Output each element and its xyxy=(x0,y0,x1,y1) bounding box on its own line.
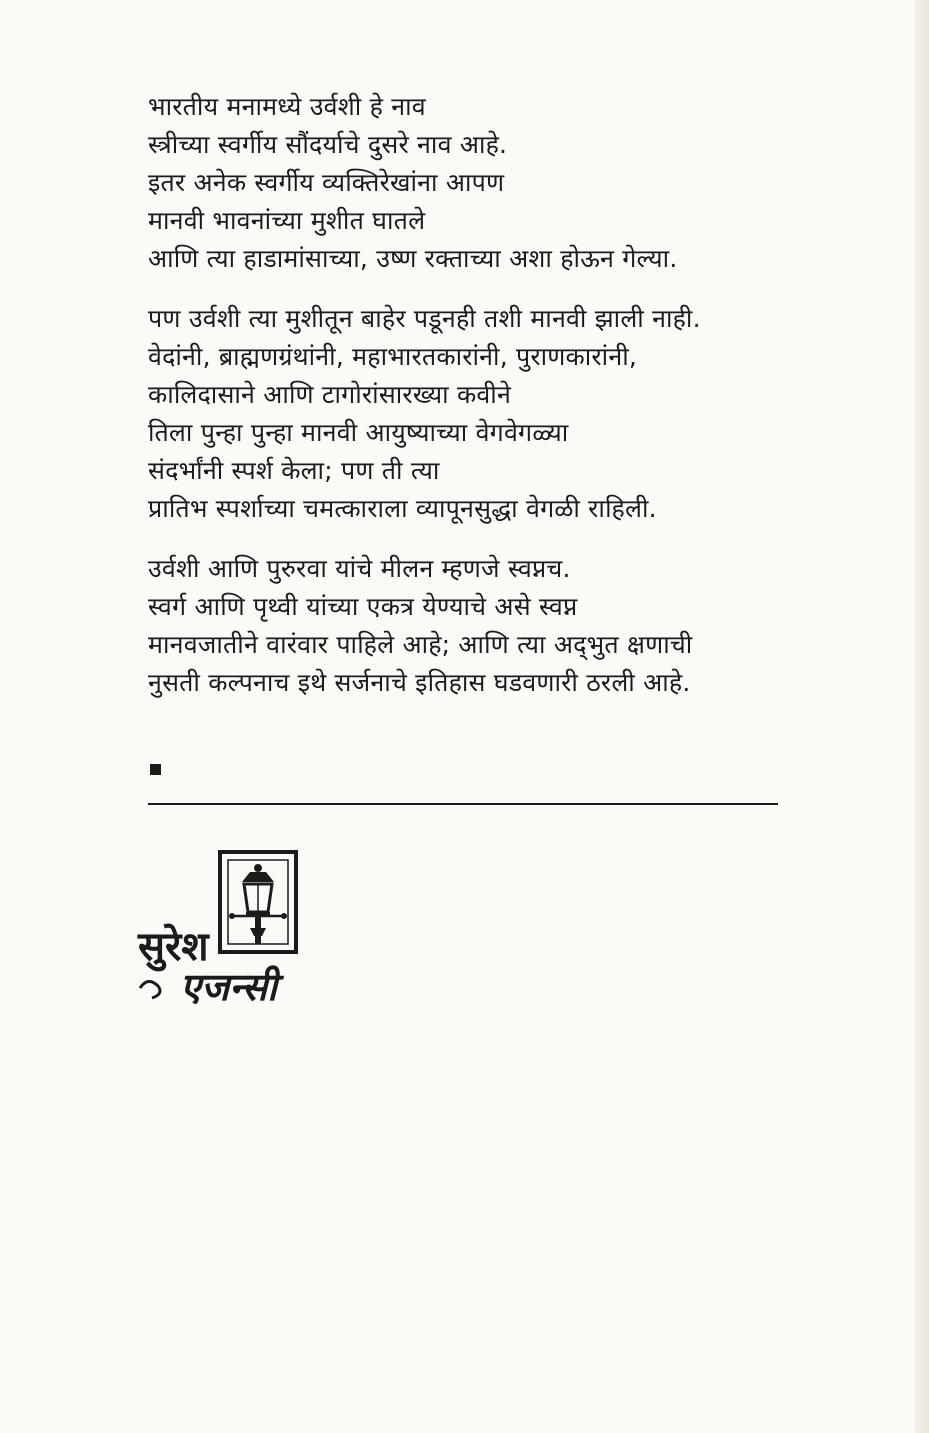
text-line: आणि त्या हाडामांसाच्या, उष्ण रक्ताच्या अशा होऊन गेल्या. xyxy=(148,244,678,273)
text-line: उर्वशी आणि पुरुरवा यांचे मीलन म्हणजे स्वप्नच. xyxy=(148,554,571,583)
paragraph-1 xyxy=(148,88,808,278)
text-line: मानवी भावनांच्या मुशीत घातले xyxy=(148,206,426,235)
text-line: स्त्रीच्या स्वर्गीय सौंदर्याचे दुसरे नाव आहे. xyxy=(148,130,508,159)
publisher-logo xyxy=(130,848,310,1018)
text-line: प्रातिभ स्पर्शाच्या चमत्काराला व्यापूनसुद्धा वेगळी राहिली. xyxy=(148,494,657,523)
paragraph-3 xyxy=(148,550,808,702)
paragraph-2 xyxy=(148,300,808,528)
text-line: मानवजातीने वारंवार पाहिले आहे; आणि त्या अद्‌भुत क्षणाची xyxy=(148,630,693,659)
text-line: भारतीय मनामध्ये उर्वशी हे नाव xyxy=(148,92,426,121)
text-line: नुसती कल्पनाच इथे सर्जनाचे इतिहास घडवणारी ठरली आहे. xyxy=(148,668,691,697)
horizontal-rule xyxy=(148,803,778,805)
text-line: इतर अनेक स्वर्गीय व्यक्तिरेखांना आपण xyxy=(148,168,505,197)
text-line: पण उर्वशी त्या मुशीतून बाहेर पडूनही तशी मानवी झाली नाही. xyxy=(148,304,701,333)
text-line: संदर्भांनी स्पर्श केला; पण ती त्या xyxy=(148,456,440,485)
text-line: वेदांनी, ब्राह्मणग्रंथांनी, महाभारतकारांनी, पुराणकारांनी, xyxy=(148,342,638,371)
logo-text-line-2: एजन्सी xyxy=(180,965,277,1009)
body-text xyxy=(148,88,808,702)
end-of-text-square-icon xyxy=(150,764,161,775)
page-edge xyxy=(915,0,929,1433)
text-line: तिला पुन्हा पुन्हा मानवी आयुष्याच्या वेगवेगळ्या xyxy=(148,418,569,447)
text-line: स्वर्ग आणि पृथ्वी यांच्या एकत्र येण्याचे असे स्वप्न xyxy=(148,592,578,621)
lantern-icon xyxy=(130,848,310,1018)
logo-text-line-1: सुरेश xyxy=(138,924,209,970)
text-line: कालिदासाने आणि टागोरांसारख्या कवीने xyxy=(148,380,512,409)
